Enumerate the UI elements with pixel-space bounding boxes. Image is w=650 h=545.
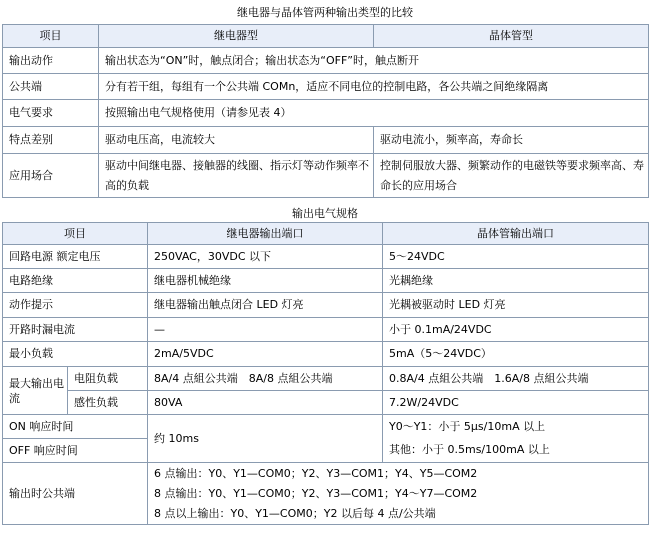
on-response-label: ON 响应时间 [3,415,148,439]
row-label: 输出动作 [3,48,99,74]
header-relay: 继电器型 [99,25,374,48]
row-transistor-value: 驱动电流小，频率高，寿命长 [374,127,649,154]
comparison-table [2,24,649,198]
row-relay-value: 驱动中间继电器、接触器的线圈、指示灯等动作频率不高的负载 [99,154,374,198]
row-transistor-value: 控制伺服放大器、频繁动作的电磁铁等要求频率高、寿命长的应用场合 [374,154,649,198]
off-response-label: OFF 响应时间 [3,439,148,463]
row-transistor-value: 小于 0.1mA/24VDC [383,318,649,342]
header-transistor: 晶体管输出端口 [383,223,649,245]
row-relay-value: 2mA/5VDC [148,342,383,367]
response-relay-value: 约 10ms [148,415,383,463]
row-value: 按照输出电气规格使用（请参见表 4） [99,100,649,127]
row-label: 电气要求 [3,100,99,127]
table-row [3,74,649,100]
list-item: 8 点输出：Y0、Y1—COM0；Y2、Y3—COM1；Y4～Y7—COM2 [154,486,478,500]
table-row [3,367,649,391]
row-label: 回路电源 额定电压 [3,245,148,269]
row-label: 动作提示 [3,293,148,318]
row-value: 分有若干组，每组有一个公共端 COMn，适应不同电位的控制电路，各公共端之间绝缘隔离 [99,74,649,100]
row-transistor-value: 7.2W/24VDC [383,391,649,415]
row-label: 电路绝缘 [3,269,148,293]
table-row [3,342,649,367]
row-label: 最小负载 [3,342,148,367]
row-transistor-value: 光耦被驱动时 LED 灯亮 [383,293,649,318]
table-row [3,318,649,342]
row-relay-value: 继电器机械绝缘 [148,269,383,293]
row-label: 特点差别 [3,127,99,154]
row-label: 开路时漏电流 [3,318,148,342]
row-label: 输出时公共端 [3,463,148,525]
header-transistor: 晶体管型 [374,25,649,48]
table-row [3,415,649,439]
table1-title: 继电器与晶体管两种输出类型的比较 [237,6,413,19]
row-label: 公共端 [3,74,99,100]
row-transistor-value: 0.8A/4 点組公共端 1.6A/8 点組公共端 [383,367,649,391]
table-row [3,293,649,318]
list-item: 8 点以上输出：Y0、Y1—COM0；Y2 以后每 4 点/公共端 [154,506,436,520]
common-terminal-list [148,463,649,525]
inductive-load-label: 感性负载 [68,391,148,415]
table-row [3,391,649,415]
header-relay: 继电器输出端口 [148,223,383,245]
spec-table [2,222,649,525]
row-transistor-value: 5mA（5～24VDC） [383,342,649,367]
response-transistor-line2: 其他：小于 0.5ms/100mA 以上 [383,439,649,463]
table-row [3,154,649,198]
row-label: 应用场合 [3,154,99,198]
row-transistor-value: 5～24VDC [383,245,649,269]
response-transistor-line1: Y0～Y1：小于 5μs/10mA 以上 [383,415,649,439]
row-relay-value: 驱动电压高，电流较大 [99,127,374,154]
header-item: 项目 [3,25,99,48]
row-relay-value: 8A/4 点組公共端 8A/8 点組公共端 [148,367,383,391]
table2-title: 输出电气规格 [292,207,358,220]
list-item: 6 点输出：Y0、Y1—COM0；Y2、Y3—COM1；Y4、Y5—COM2 [154,466,478,480]
table-row [3,463,649,525]
table-row [3,269,649,293]
table-row [3,127,649,154]
table-row [3,48,649,74]
row-relay-value: 80VA [148,391,383,415]
row-transistor-value: 光耦绝缘 [383,269,649,293]
row-relay-value: 继电器输出触点闭合 LED 灯亮 [148,293,383,318]
header-item: 项目 [3,223,148,245]
row-value: 输出状态为“ON”时，触点闭合；输出状态为“OFF”时，触点断开 [99,48,649,74]
table-row [3,100,649,127]
row-relay-value: 250VAC，30VDC 以下 [148,245,383,269]
max-current-label: 最大输出电流 [3,367,68,415]
row-relay-value: — [148,318,383,342]
resistive-load-label: 电阻负载 [68,367,148,391]
table-row [3,245,649,269]
